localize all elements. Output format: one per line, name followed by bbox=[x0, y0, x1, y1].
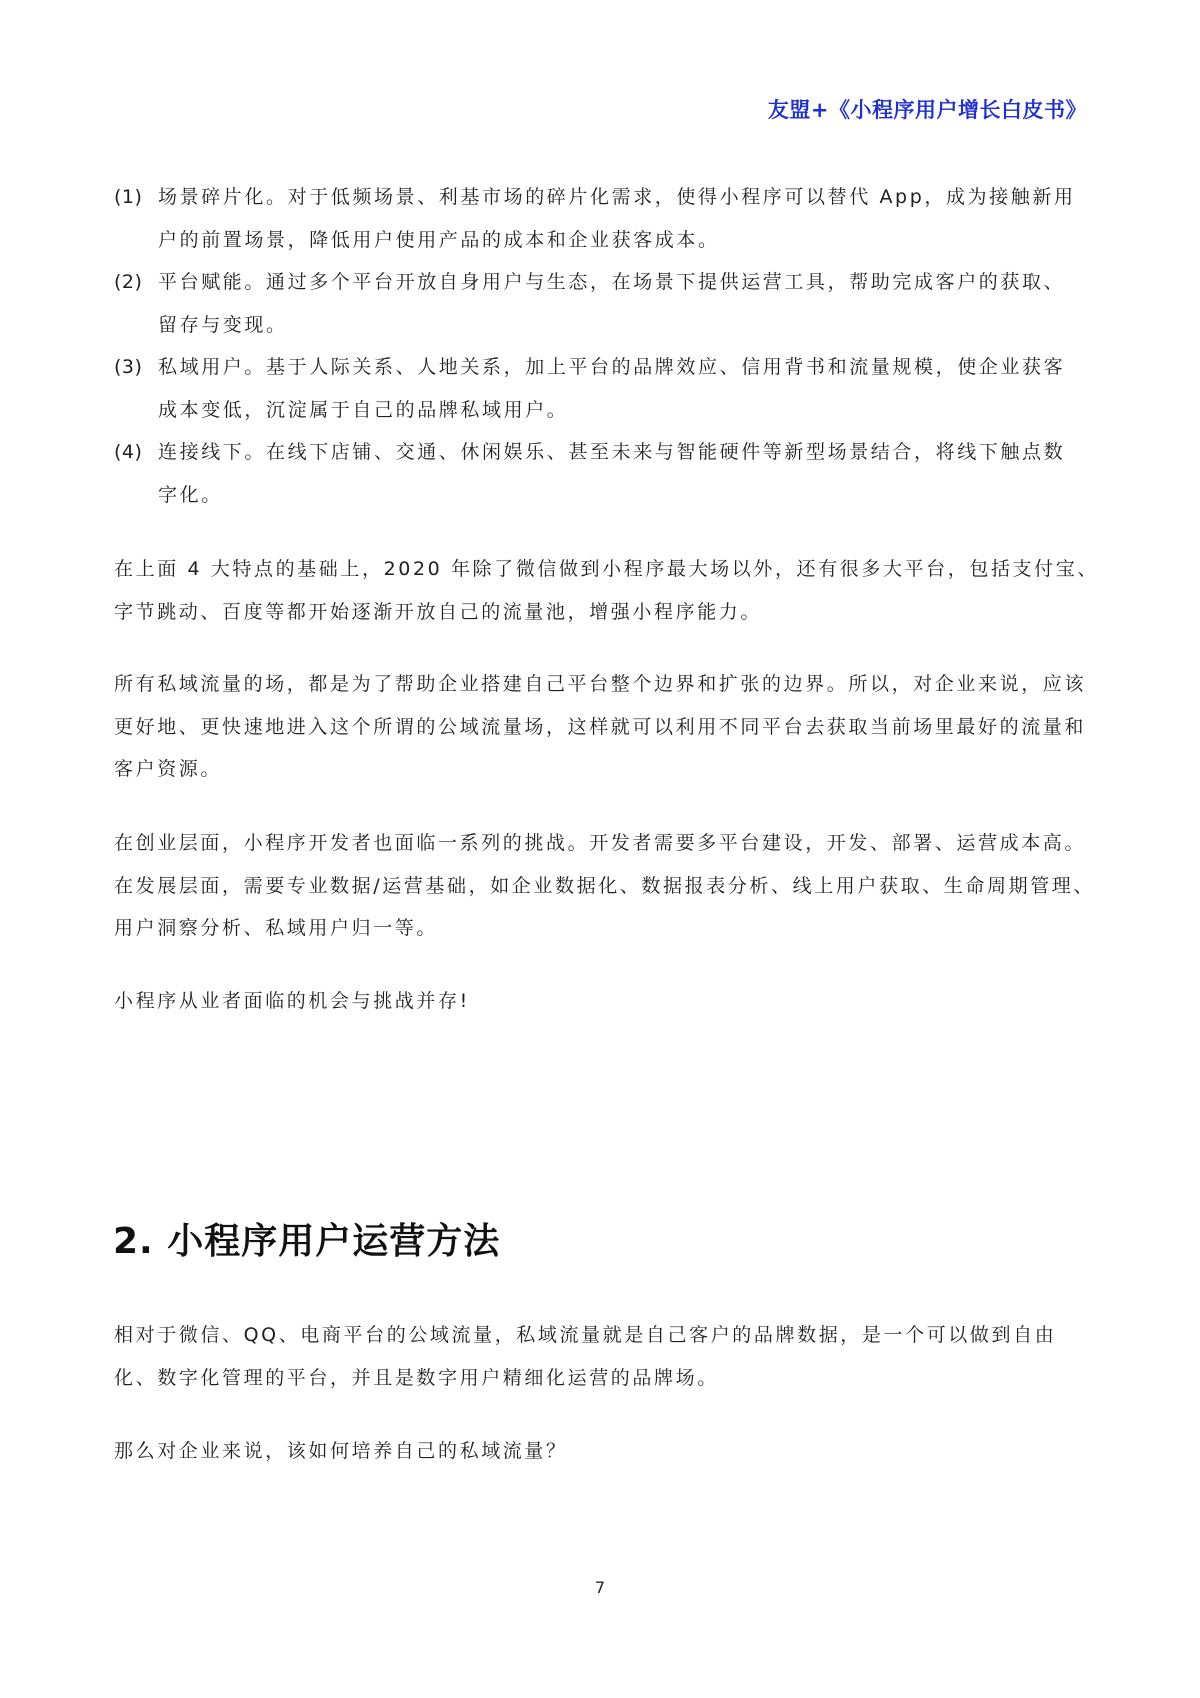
list-item-number: (4) bbox=[114, 441, 143, 463]
list-item-text: 私域用户。基于人际关系、人地关系，加上平台的品牌效应、信用背书和流量规模，使企业获客成本变低，沉淀属于自己的品牌私域用户。 bbox=[158, 356, 1066, 421]
document-header-title: 友盟+《小程序用户增长白皮书》 bbox=[767, 98, 1087, 122]
section-paragraph: 那么对企业来说，该如何培养自己的私域流量？ bbox=[114, 1440, 568, 1462]
list-item bbox=[114, 346, 1084, 431]
list-item-text: 场景碎片化。对于低频场景、利基市场的碎片化需求，使得小程序可以替代 App，成为接触新用户的前置场景，降低用户使用产品的成本和企业获客成本。 bbox=[158, 186, 1076, 251]
list-item bbox=[114, 261, 1084, 346]
page-number: 7 bbox=[594, 1578, 606, 1597]
list-item-number: (2) bbox=[114, 271, 143, 293]
body-paragraph: 小程序从业者面临的机会与挑战并存! bbox=[114, 990, 470, 1012]
body-paragraph: 在创业层面，小程序开发者也面临一系列的挑战。开发者需要多平台建设，开发、部署、运营成本高。在发展层面，需要专业数据/运营基础，如企业数据化、数据报表分析、线上用户获取、生命周期管理、用户洞察分析、私域用户归一等。 bbox=[114, 832, 1096, 939]
list-item-text: 平台赋能。通过多个平台开放自身用户与生态，在场景下提供运营工具，帮助完成客户的获取、留存与变现。 bbox=[158, 271, 1066, 336]
body-paragraph: 在上面 4 大特点的基础上，2020 年除了微信做到小程序最大场以外，还有很多大平台，包括支付宝、字节跳动、百度等都开始逐渐开放自己的流量池，增强小程序能力。 bbox=[114, 558, 1099, 623]
list-item bbox=[114, 176, 1084, 261]
list-item-number: (3) bbox=[114, 356, 143, 378]
feature-list bbox=[114, 176, 1084, 516]
list-item-number: (1) bbox=[114, 186, 143, 208]
list-item bbox=[114, 431, 1084, 516]
body-paragraph: 所有私域流量的场，都是为了帮助企业搭建自己平台整个边界和扩张的边界。所以，对企业来说，应该更好地、更快速地进入这个所谓的公域流量场，这样就可以利用不同平台去获取当前场里最好的流量和客户资源。 bbox=[114, 673, 1087, 780]
section-heading: 2. 小程序用户运营方法 bbox=[113, 1221, 501, 1262]
list-item-text: 连接线下。在线下店铺、交通、休闲娱乐、甚至未来与智能硬件等新型场景结合，将线下触点数字化。 bbox=[158, 441, 1066, 506]
section-paragraph: 相对于微信、QQ、电商平台的公域流量，私域流量就是自己客户的品牌数据，是一个可以做到自由化、数字化管理的平台，并且是数字用户精细化运营的品牌场。 bbox=[114, 1324, 1057, 1389]
